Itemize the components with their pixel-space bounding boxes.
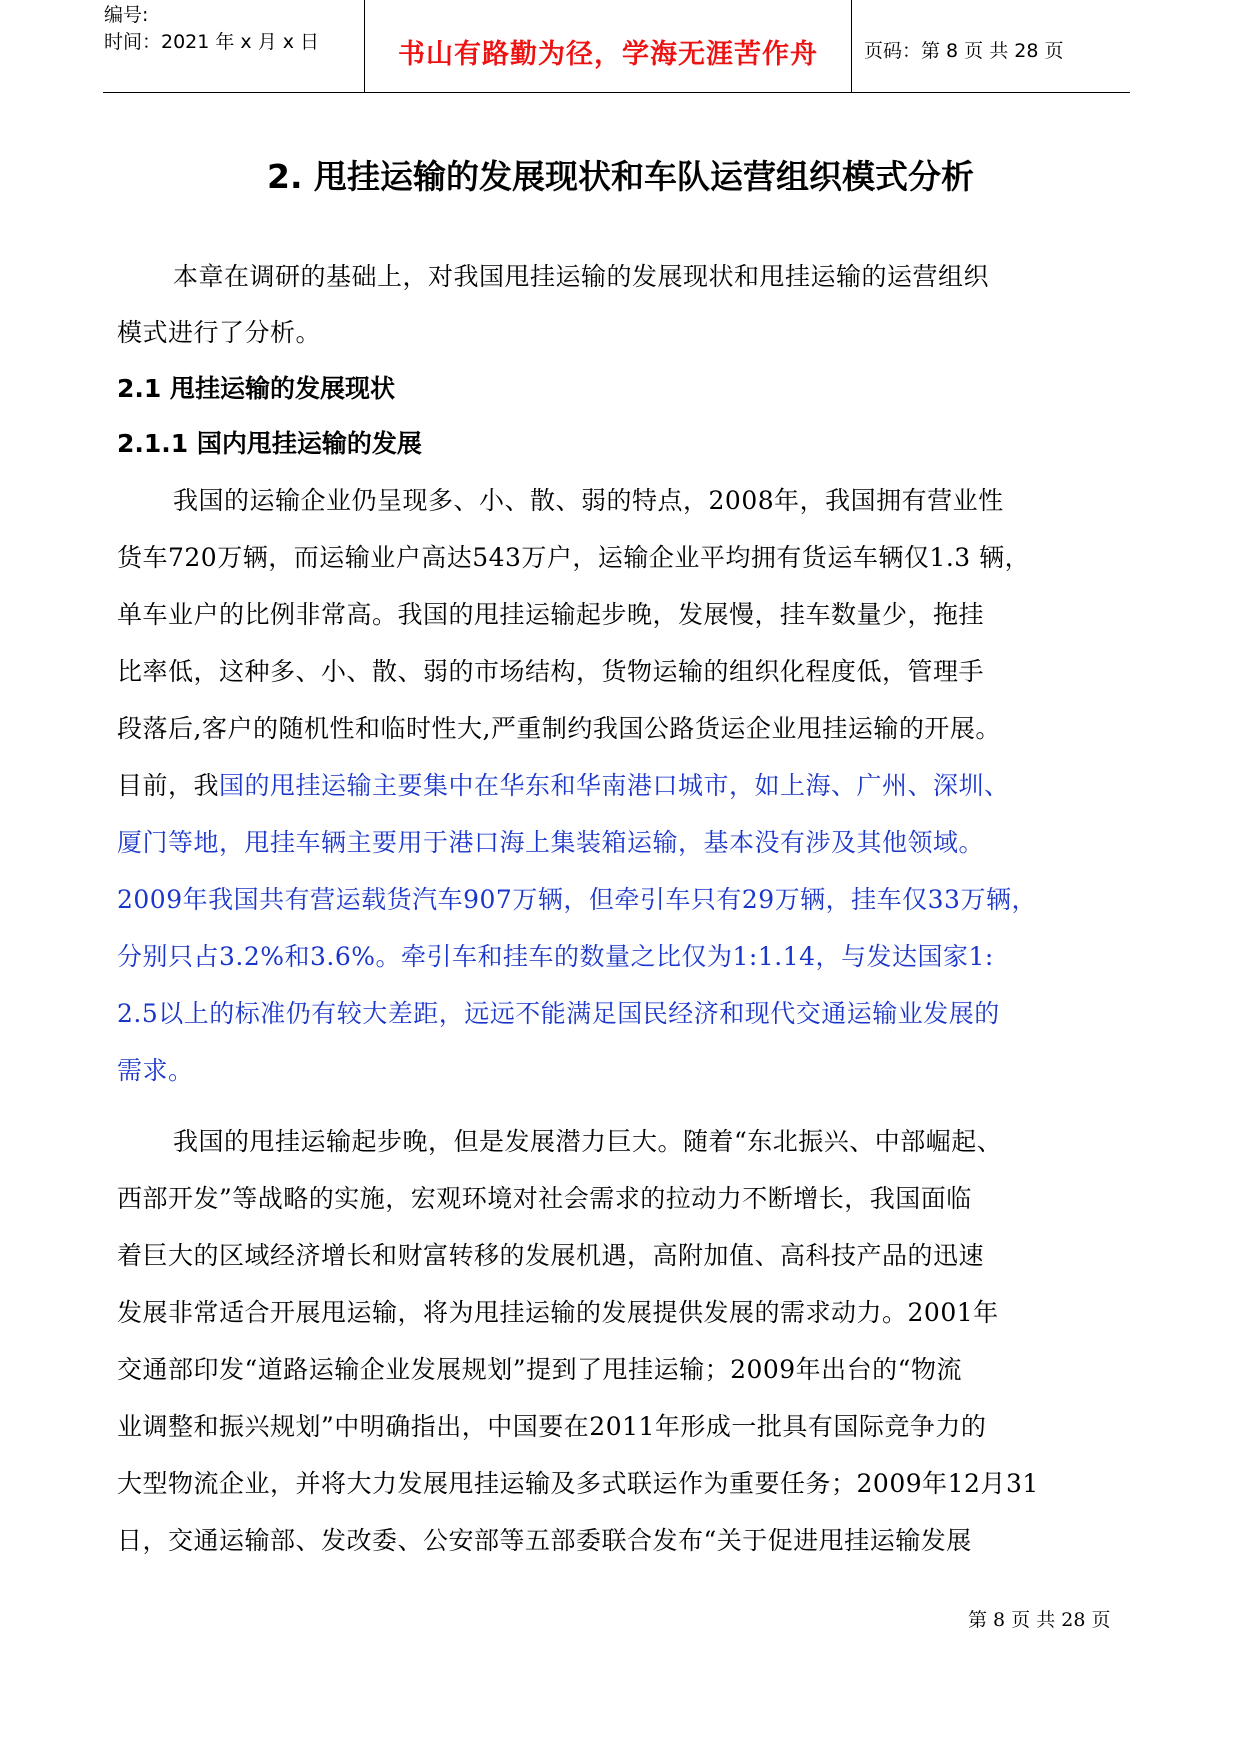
paragraph-line: 日，交通运输部、发改委、公安部等五部委联合发布“关于促进甩挂运输发展: [117, 1526, 972, 1555]
document-code-label: 编号:: [104, 4, 149, 26]
header-motto-cell: [365, 0, 852, 92]
chapter-title: 2. 甩挂运输的发展现状和车队运营组织模式分析: [267, 157, 974, 196]
page-header: [103, 0, 1130, 93]
highlighted-line: 厦门等地，甩挂车辆主要用于港口海上集装箱运输，基本没有涉及其他领域。: [117, 828, 985, 857]
intro-line: 本章在调研的基础上，对我国甩挂运输的发展现状和甩挂运输的运营组织: [173, 262, 990, 291]
paragraph-line: 西部开发”等战略的实施，宏观环境对社会需求的拉动力不断增长，我国面临: [117, 1184, 972, 1213]
paragraph-line: 段落后,客户的随机性和临时性大,严重制约我国公路货运企业甩挂运输的开展。: [117, 714, 1001, 743]
highlighted-text: 国的甩挂运输主要集中在华东和华南港口城市，如上海、广州、深圳、: [219, 771, 1010, 800]
header-page-number: 页码：第 8 页 共 28 页: [864, 40, 1064, 62]
paragraph-line: [117, 771, 1127, 801]
document-time-label: 时间：2021 年 x 月 x 日: [104, 31, 320, 53]
highlighted-line: 分别只占3.2%和3.6%。牵引车和挂车的数量之比仅为1:1.14，与发达国家1:: [117, 942, 994, 971]
paragraph-line: 大型物流企业，并将大力发展甩挂运输及多式联运作为重要任务；2009年12月31: [117, 1469, 1039, 1498]
paragraph-line: 我国的甩挂运输起步晚，但是发展潜力巨大。随着“东北振兴、中部崛起、: [173, 1127, 1003, 1156]
paragraph-line: 交通部印发“道路运输企业发展规划”提到了甩挂运输；2009年出台的“物流: [117, 1355, 962, 1384]
paragraph-line: 比率低，这种多、小、散、弱的市场结构，货物运输的组织化程度低，管理手: [117, 657, 985, 686]
header-page-cell: [852, 0, 1130, 92]
highlighted-line: 需求。: [117, 1056, 194, 1085]
paragraph-text: 目前，我: [117, 771, 220, 800]
paragraph-line: 我国的运输企业仍呈现多、小、散、弱的特点，2008年，我国拥有营业性: [173, 486, 1004, 515]
section-heading: 2.1 甩挂运输的发展现状: [117, 374, 395, 403]
subsection-heading: 2.1.1 国内甩挂运输的发展: [117, 429, 422, 458]
header-motto: 书山有路勤为径，学海无涯苦作舟: [398, 39, 818, 70]
paragraph-line: 单车业户的比例非常高。我国的甩挂运输起步晚，发展慢，挂车数量少，拖挂: [117, 600, 985, 629]
header-left-cell: [103, 0, 365, 92]
paragraph-line: 业调整和振兴规划”中明确指出，中国要在2011年形成一批具有国际竞争力的: [117, 1412, 987, 1441]
intro-line: 模式进行了分析。: [117, 318, 322, 347]
paragraph-line: 货车720万辆，而运输业户高达543万户，运输企业平均拥有货运车辆仅1.3 辆，: [117, 543, 1031, 572]
highlighted-line: 2.5以上的标准仍有较大差距，远远不能满足国民经济和现代交通运输业发展的: [117, 999, 1000, 1028]
paragraph-line: 发展非常适合开展甩运输，将为甩挂运输的发展提供发展的需求动力。2001年: [117, 1298, 999, 1327]
paragraph-line: 着巨大的区域经济增长和财富转移的发展机遇，高附加值、高科技产品的迅速: [117, 1241, 985, 1270]
page-footer: 第 8 页 共 28 页: [968, 1609, 1111, 1631]
highlighted-line: 2009年我国共有营运载货汽车907万辆，但牵引车只有29万辆，挂车仅33万辆，: [117, 885, 1037, 914]
